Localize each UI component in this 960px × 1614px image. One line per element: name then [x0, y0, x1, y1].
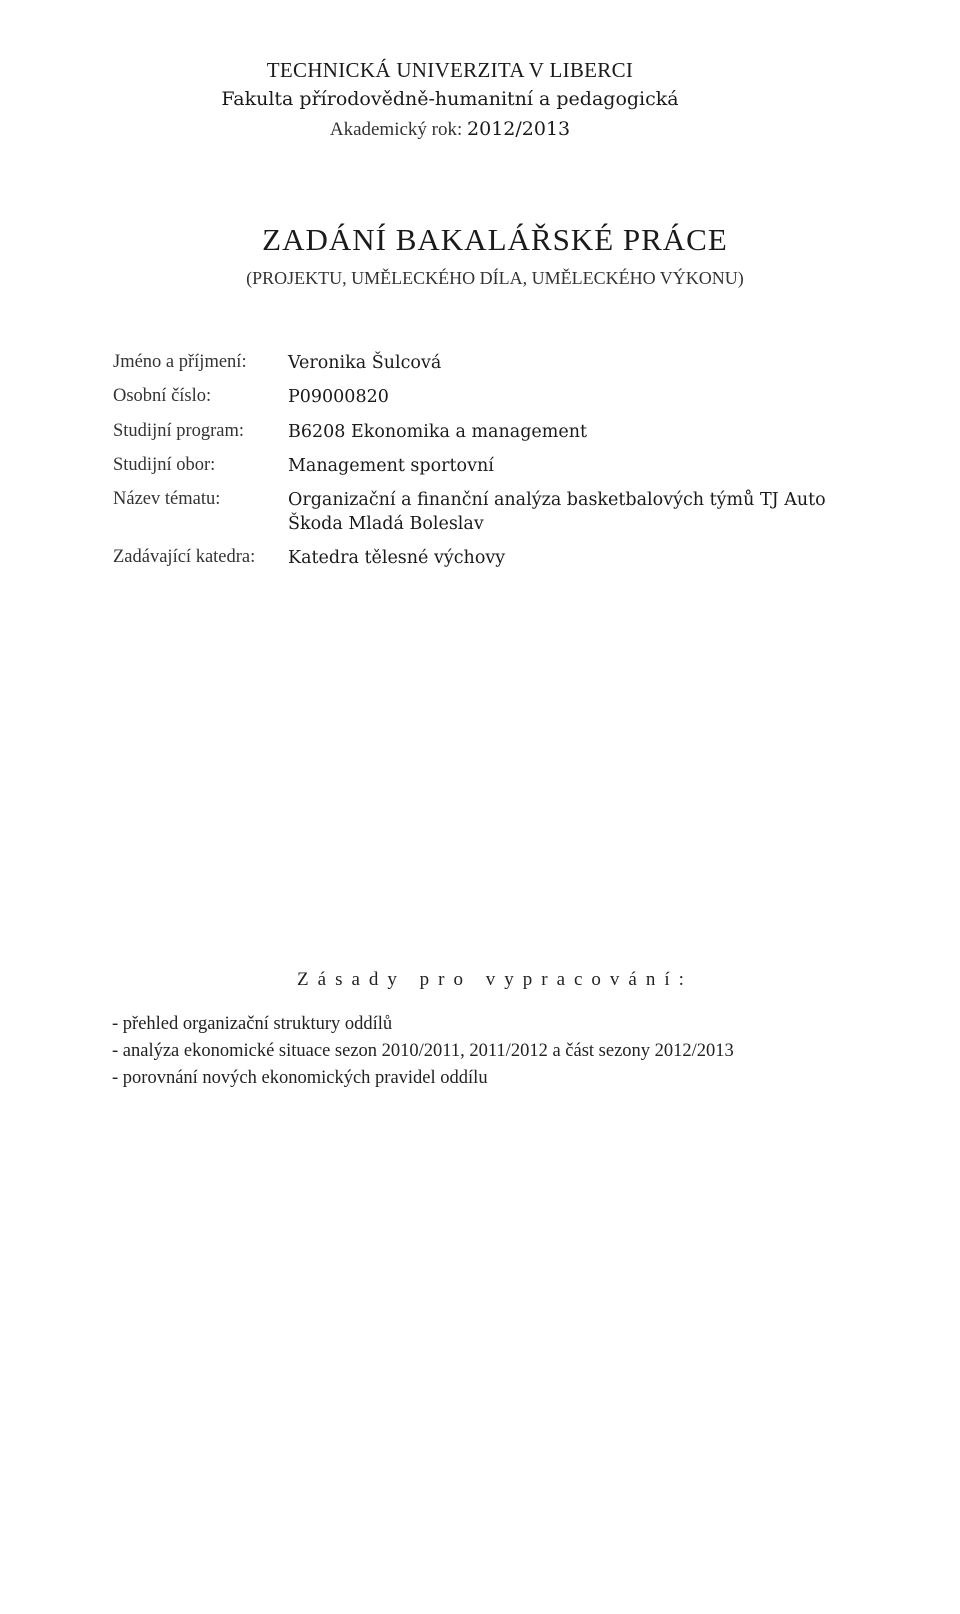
topic-label: Název tématu: — [113, 489, 221, 509]
document-subtitle: (PROJEKTU, UMĚLECKÉHO DÍLA, UMĚLECKÉHO VÝKONU) — [246, 268, 744, 288]
study-field-label: Studijní obor: — [113, 455, 216, 475]
academic-year-value: 2012/2013 — [467, 118, 571, 140]
study-program-label: Studijní program: — [113, 421, 245, 441]
document-title: ZADÁNÍ BAKALÁŘSKÉ PRÁCE — [262, 222, 728, 257]
personal-number-value: P09000820 — [288, 387, 389, 407]
personal-number-label: Osobní číslo: — [113, 386, 212, 406]
university-name: TECHNICKÁ UNIVERZITA V LIBERCI — [266, 58, 634, 82]
topic-value-line2: Škoda Mladá Boleslav — [288, 514, 484, 534]
name-label: Jméno a příjmení: — [113, 352, 247, 372]
principles-list — [112, 1011, 734, 1092]
study-field-value: Management sportovní — [288, 456, 494, 476]
topic-value: Organizační a finanční analýza basketbalových týmů TJ Auto — [288, 490, 826, 510]
study-program-value: B6208 Ekonomika a management — [288, 422, 588, 442]
name-value: Veronika Šulcová — [288, 353, 442, 373]
list-item: - analýza ekonomické situace sezon 2010/2011, 2011/2012 a část sezony 2012/2013 — [112, 1041, 734, 1061]
department-value: Katedra tělesné výchovy — [288, 548, 506, 568]
faculty-name: Fakulta přírodovědně-humanitní a pedagogická — [221, 88, 679, 110]
principles-heading: Zásady pro vypracování: — [297, 969, 693, 990]
list-item: - přehled organizační struktury oddílů — [112, 1014, 393, 1034]
list-item: - porovnání nových ekonomických pravidel oddílu — [112, 1068, 488, 1088]
department-label: Zadávající katedra: — [113, 547, 256, 567]
academic-year — [0, 118, 900, 141]
academic-year-label: Akademický rok: — [329, 119, 463, 140]
